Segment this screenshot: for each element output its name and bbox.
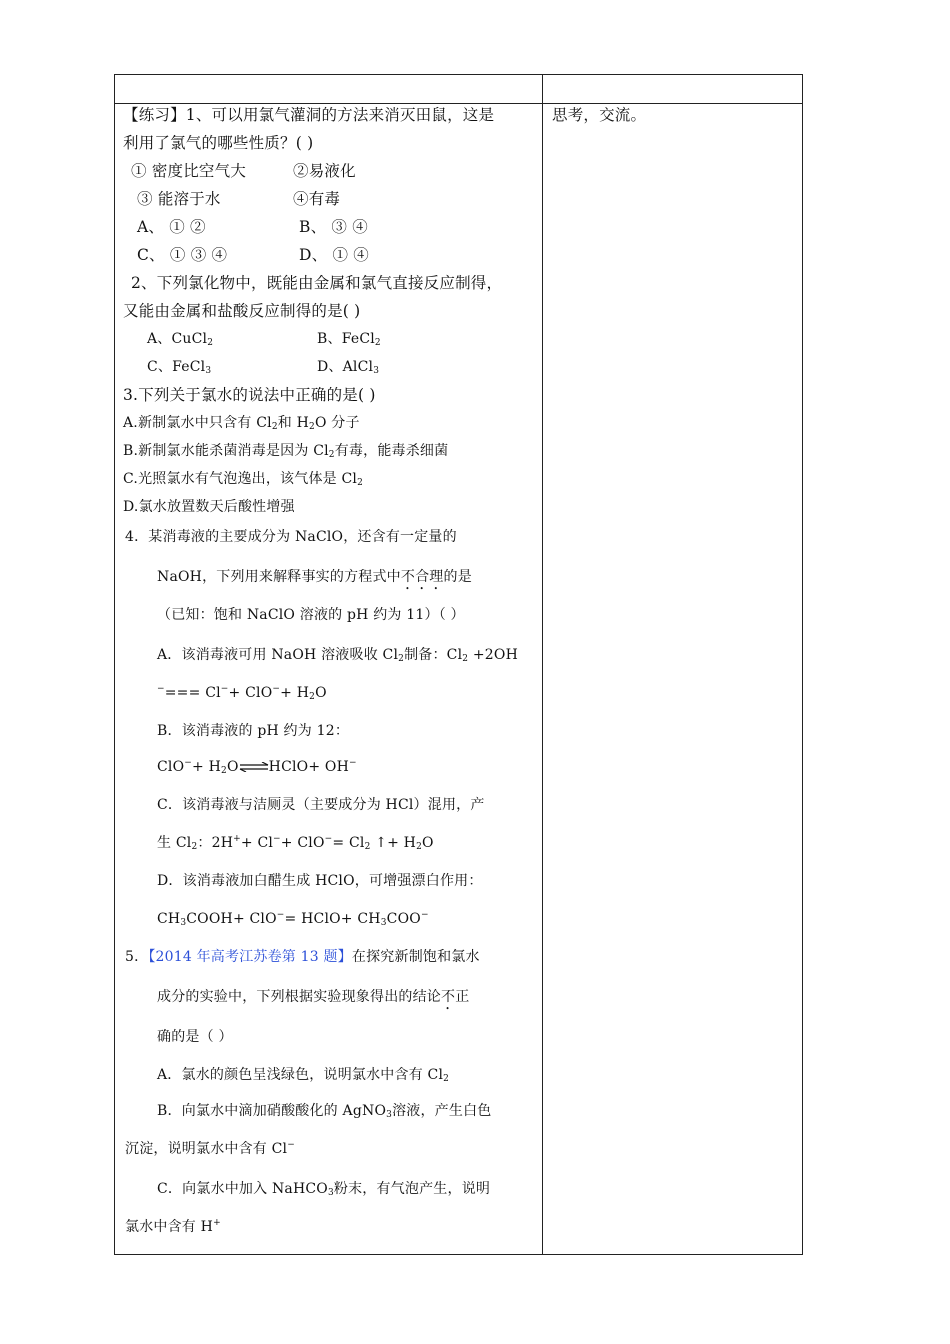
q2-stem-line1: 2、下列氯化物中，既能由金属和氯气直接反应制得， <box>131 274 503 292</box>
q1-choice-b: B、 ③ ④ <box>299 218 368 236</box>
q4-choice-d-line1: D．该消毒液加白醋生成 HClO，可增强漂白作用： <box>157 873 483 889</box>
q1-option-3: ③ 能溶于水 <box>137 190 221 208</box>
q5-choice-c-line2: 氯水中含有 H+ <box>125 1218 221 1235</box>
q1-choice-c: C、 ① ③ ④ <box>137 246 228 264</box>
q4-stem-line3: （已知：饱和 NaClO 溶液的 pH 约为 11）（ ） <box>157 607 465 623</box>
q5-choice-a: A．氯水的颜色呈浅绿色，说明氯水中含有 $Cl_2$ <box>157 1067 450 1084</box>
activity-text: 思考，交流。 <box>552 106 647 124</box>
equilibrium-arrow-icon <box>239 762 269 772</box>
q4-stem-line1: 4．某消毒液的主要成分为 NaClO，还含有一定量的 <box>125 529 457 545</box>
q3-choice-d: D.氯水放置数天后酸性增强 <box>123 499 295 515</box>
column-divider <box>542 75 543 1254</box>
q2-choice-d: D、AlCl$_3$ <box>317 359 380 376</box>
q4-choice-d-line2: $CH_3COOH+ ClO^-=$ HClO+ $CH_3COO^-$ <box>157 910 429 928</box>
q5-choice-c-line1: C．向氯水中加入 NaHCO$_3$粉末，有气泡产生，说明 <box>157 1181 491 1198</box>
q5-stem-line2: 成分的实验中，下列根据实验现象得出的结论不正 <box>157 989 470 1005</box>
q3-stem: 3.下列关于氯水的说法中正确的是( ) <box>123 386 376 404</box>
q1-choice-a: A、 ① ② <box>137 218 206 236</box>
q5-choice-b-line2: 沉淀，说明氯水中含有 Cl− <box>125 1140 295 1157</box>
q2-choice-c: C、FeCl$_3$ <box>147 359 212 376</box>
q1-stem-line2: 利用了氯气的哪些性质？( ) <box>123 134 314 152</box>
q2-choice-b: B、FeCl$_2$ <box>317 331 381 348</box>
q4-choice-a-line2: $^-=== Cl^-+ ClO^-+ H_2O$ <box>157 684 327 702</box>
q2-choice-a: A、CuCl$_2$ <box>147 331 214 348</box>
q1-choice-d: D、 ① ④ <box>299 246 369 264</box>
q4-stem-line2: NaOH，下列用来解释事实的方程式中不合理的是 <box>157 569 472 585</box>
q1-stem-line1: 【练习】1、可以用氯气灌洞的方法来消灭田鼠，这是 <box>123 106 495 124</box>
q2-stem-line2: 又能由金属和盐酸反应制得的是( ) <box>123 302 361 320</box>
q5-choice-b-line1: B．向氯水中滴加硝酸酸化的 AgNO$_3$溶液，产生白色 <box>157 1103 492 1120</box>
q4-choice-b-line2: $ClO^-+ H_2O$ HClO+ OH− <box>157 758 357 776</box>
q1-option-2: ②易液化 <box>293 162 356 180</box>
q4-choice-c-line1: C．该消毒液与洁厕灵（主要成分为 HCl）混用，产 <box>157 797 485 813</box>
q5-stem-line3: 确的是（ ） <box>157 1029 233 1045</box>
q4-choice-a-line1: A．该消毒液可用 NaOH 溶液吸收 $Cl_2$制备：$Cl_2 +2OH$ <box>157 647 518 664</box>
q5-stem-line1: 5．【2014 年高考江苏卷第 13 题】在探究新制饱和氯水 <box>125 949 480 965</box>
q1-option-4: ④有毒 <box>293 190 341 208</box>
q5-source-label: 【2014 年高考江苏卷第 13 题】 <box>148 949 352 965</box>
lesson-table <box>114 74 803 1255</box>
q4-choice-b-line1: B．该消毒液的 pH 约为 12： <box>157 723 350 739</box>
q3-choice-b: B.新制氯水能杀菌消毒是因为 $Cl_2$有毒，能毒杀细菌 <box>123 443 449 460</box>
header-row-divider <box>115 103 802 104</box>
emphasis-dots: 不 <box>441 989 456 1005</box>
q3-choice-c: C.光照氯水有气泡逸出，该气体是 $Cl_2$ <box>123 471 364 488</box>
emphasis-dots: 不合理 <box>400 569 444 585</box>
q3-choice-a: A.新制氯水中只含有 $Cl_2$和 $H_2O$ 分子 <box>123 415 360 432</box>
q1-option-1: ① 密度比空气大 <box>131 162 247 180</box>
q4-choice-c-line2: 生 $Cl_2$：$2H^++ Cl^-+ ClO^-= Cl_2$ ↑+ $H_2O$ <box>157 834 434 852</box>
